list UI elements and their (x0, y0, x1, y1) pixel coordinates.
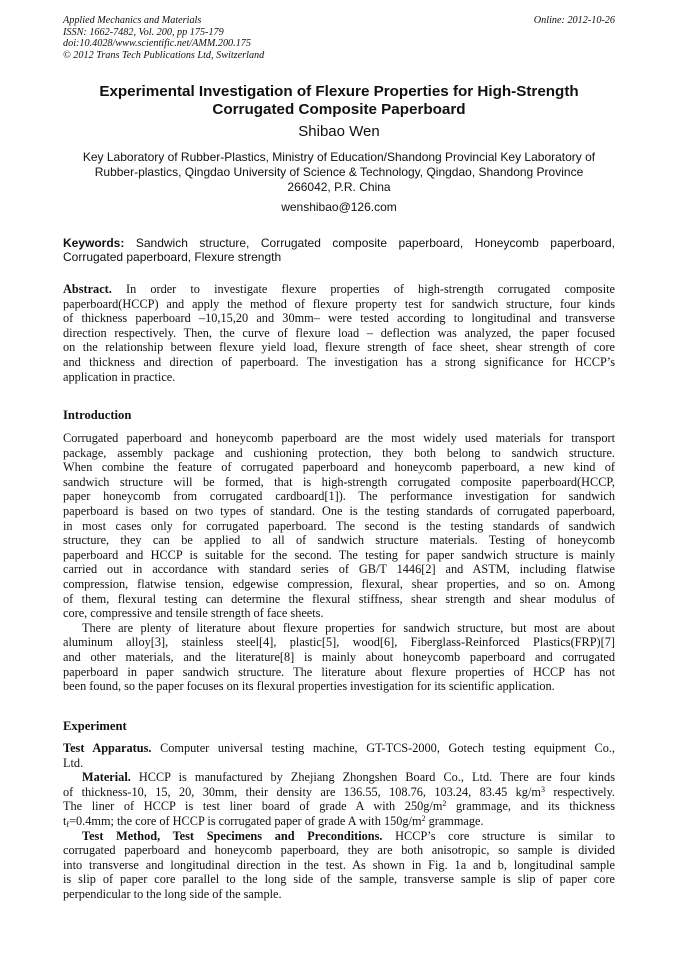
introduction-paragraph-1 (63, 431, 615, 694)
abstract-line: and thickness and direction of paperboard. The investigation has a strong significance for HCCP’s (63, 354, 615, 369)
paragraph-line: is slip of paper core parallel to the long side of the sample, transverse sample is slip of paper core (63, 872, 615, 887)
abstract-line: of thickness paperboard –10,15,20 and 30mm– were tested according to longitudinal and transverse (63, 311, 615, 326)
paragraph-line: of thickness-10, 15, 20, 30mm, their density are 136.55, 108.76, 103.24, 83.45 $kg/m^3$ respectively. (63, 784, 615, 799)
experiment-heading: Experiment (63, 719, 127, 733)
apparatus-label: Test Apparatus. (63, 741, 152, 755)
paragraph-line: into transverse and longitudinal direction in the test. As shown in Fig. 1a and b, longitudinal sample (63, 857, 615, 872)
affiliation-line-2: Rubber-plastics, Qingdao University of Science & Technology, Qingdao, Shandong Province (94, 165, 584, 179)
paragraph-line: There are plenty of literature about flexure properties for sandwich structure, but most are about (82, 620, 615, 635)
paragraph-line: package, assembly package and cushioning protection, they both belong to sandwich structure. (63, 445, 615, 460)
paragraph-line: Test Method, Test Specimens and Preconditions. HCCP’s core structure is similar to (82, 828, 615, 843)
paragraph-line: Ltd. (63, 755, 84, 770)
experiment-body (63, 741, 615, 902)
doi-line: doi:10.4028/www.scientific.net/AMM.200.175 (63, 38, 251, 50)
paragraph-line: aluminum alloy[3], stainless steel[4], plastic[5], wood[6], Fiberglass-Reinforced Plastics(FRP)[7] (63, 635, 615, 650)
paragraph-line: Material. HCCP is manufactured by Zhejiang Zhongshen Board Co., Ltd. There are four kinds (82, 770, 615, 785)
journal-header (63, 15, 615, 61)
author-name: Shibao Wen (298, 123, 380, 140)
paragraph-line: $t_f=0.4mm$; the core of HCCP is corrugated paper of grade A with $150g/m^2$ grammage. (63, 813, 484, 829)
title-line-1: Experimental Investigation of Flexure Properties for High-Strength (99, 83, 579, 100)
paragraph-line: in most cases only for corrugated paperboard. The second is the testing standards of sandwich (63, 518, 615, 533)
paragraph-line: corrugated paperboard and honeycomb paperboard, they are both anisotropic, so sample is divided (63, 843, 615, 858)
paragraph-line: When combine the feature of corrugated paperboard and honeycomb paperboard, a new kind of (63, 460, 615, 475)
abstract-line: application in practice. (63, 369, 176, 384)
paragraph-line: core, compressive and tensile strength of face sheets. (63, 606, 324, 621)
online-date: Online: 2012-10-26 (533, 15, 615, 26)
copyright-line: © 2012 Trans Tech Publications Ltd, Switzerland (63, 49, 265, 61)
abstract-line: paperboard(HCCP) and apply the method of flexure property test for sandwich structure, four kinds (63, 296, 615, 311)
paragraph-line: The liner of HCCP is test liner board of grade A with $250g/m^2$ grammage, and its thickness (63, 799, 615, 814)
paragraph-line: sandwich structure will be formed, that is high-strength corrugated composite paperboard(HCCP, (63, 474, 615, 489)
paragraph-line: carried out in accordance with standard series of GB/T 1446[2] and ASTM, including flatwise (63, 562, 615, 577)
method-label: Test Method, Test Specimens and Preconditions. (82, 828, 383, 843)
paragraph-line: Corrugated paperboard and honeycomb paperboard are the most widely used materials for transport (63, 431, 615, 445)
paragraph-line: paper honeycomb from corrugated cardboard[1]). The performance investigation for sandwich (63, 489, 615, 504)
paper-title (63, 83, 615, 119)
title-line-2: Corrugated Composite Paperboard (212, 101, 466, 118)
paragraph-line: paperboard is based on two types of standard. One is the testing standards of corrugated paperboard, (63, 503, 615, 518)
paragraph-line: structure, they can be applied to all of sandwich structure materials. Testing of honeycomb (63, 533, 615, 548)
paragraph-line: been found, so the paper focuses on its flexural properties investigation for its scientific application. (63, 679, 555, 694)
abstract (63, 282, 615, 384)
paragraph-line: paperboard in paper sandwich structure. The literature about flexure properties of HCCP has not (63, 664, 615, 679)
material-label: Material. (82, 770, 131, 785)
paragraph-line: of them, flexural testing can determine the flexural stiffness, shear strength and shear modulus of (63, 591, 615, 606)
affiliation-line-3: 266042, P.R. China (287, 180, 391, 194)
keywords (63, 236, 615, 265)
paragraph-line: Test Apparatus. Computer universal testing machine, GT-TCS-2000, Gotech testing equipment Co., (63, 741, 616, 755)
paragraph-line: perpendicular to the long side of the sample. (63, 886, 282, 901)
abstract-line: on the relationship between flexure yield load, flexure strength of face sheet, shear strength of core (63, 340, 615, 355)
keywords-text: Sandwich structure, Corrugated composite paperboard, Honeycomb paperboard, Corrugated paperboard, Flexure strength (63, 236, 615, 265)
journal-name: Applied Mechanics and Materials (63, 15, 202, 26)
affiliation (63, 150, 615, 195)
paragraph-line: and other materials, and the literature[8] is mainly about honeycomb paperboard and corrugated (63, 649, 615, 664)
author-email: wenshibao@126.com (281, 200, 397, 214)
abstract-label: Abstract. (63, 282, 112, 296)
introduction-heading: Introduction (63, 408, 132, 422)
abstract-line: direction respectively. Then, the curve of flexure load – deflection was analyzed, the paper focused (63, 325, 615, 340)
abstract-line: Abstract. In order to investigate flexure properties of high-strength corrugated composite (63, 282, 615, 296)
paragraph-line: compression, flatwise tension, edgewise compression, flexural, shear properties, and so on. Among (63, 576, 615, 591)
keywords-label: Keywords: (63, 236, 125, 250)
paragraph-line: paperboard and HCCP is suitable for the second. The testing for paper sandwich structure is mainly (63, 547, 615, 562)
issn-line: ISSN: 1662-7482, Vol. 200, pp 175-179 (63, 26, 224, 38)
affiliation-line-1: Key Laboratory of Rubber-Plastics, Ministry of Education/Shandong Provincial Key Laboratory of (82, 150, 596, 164)
